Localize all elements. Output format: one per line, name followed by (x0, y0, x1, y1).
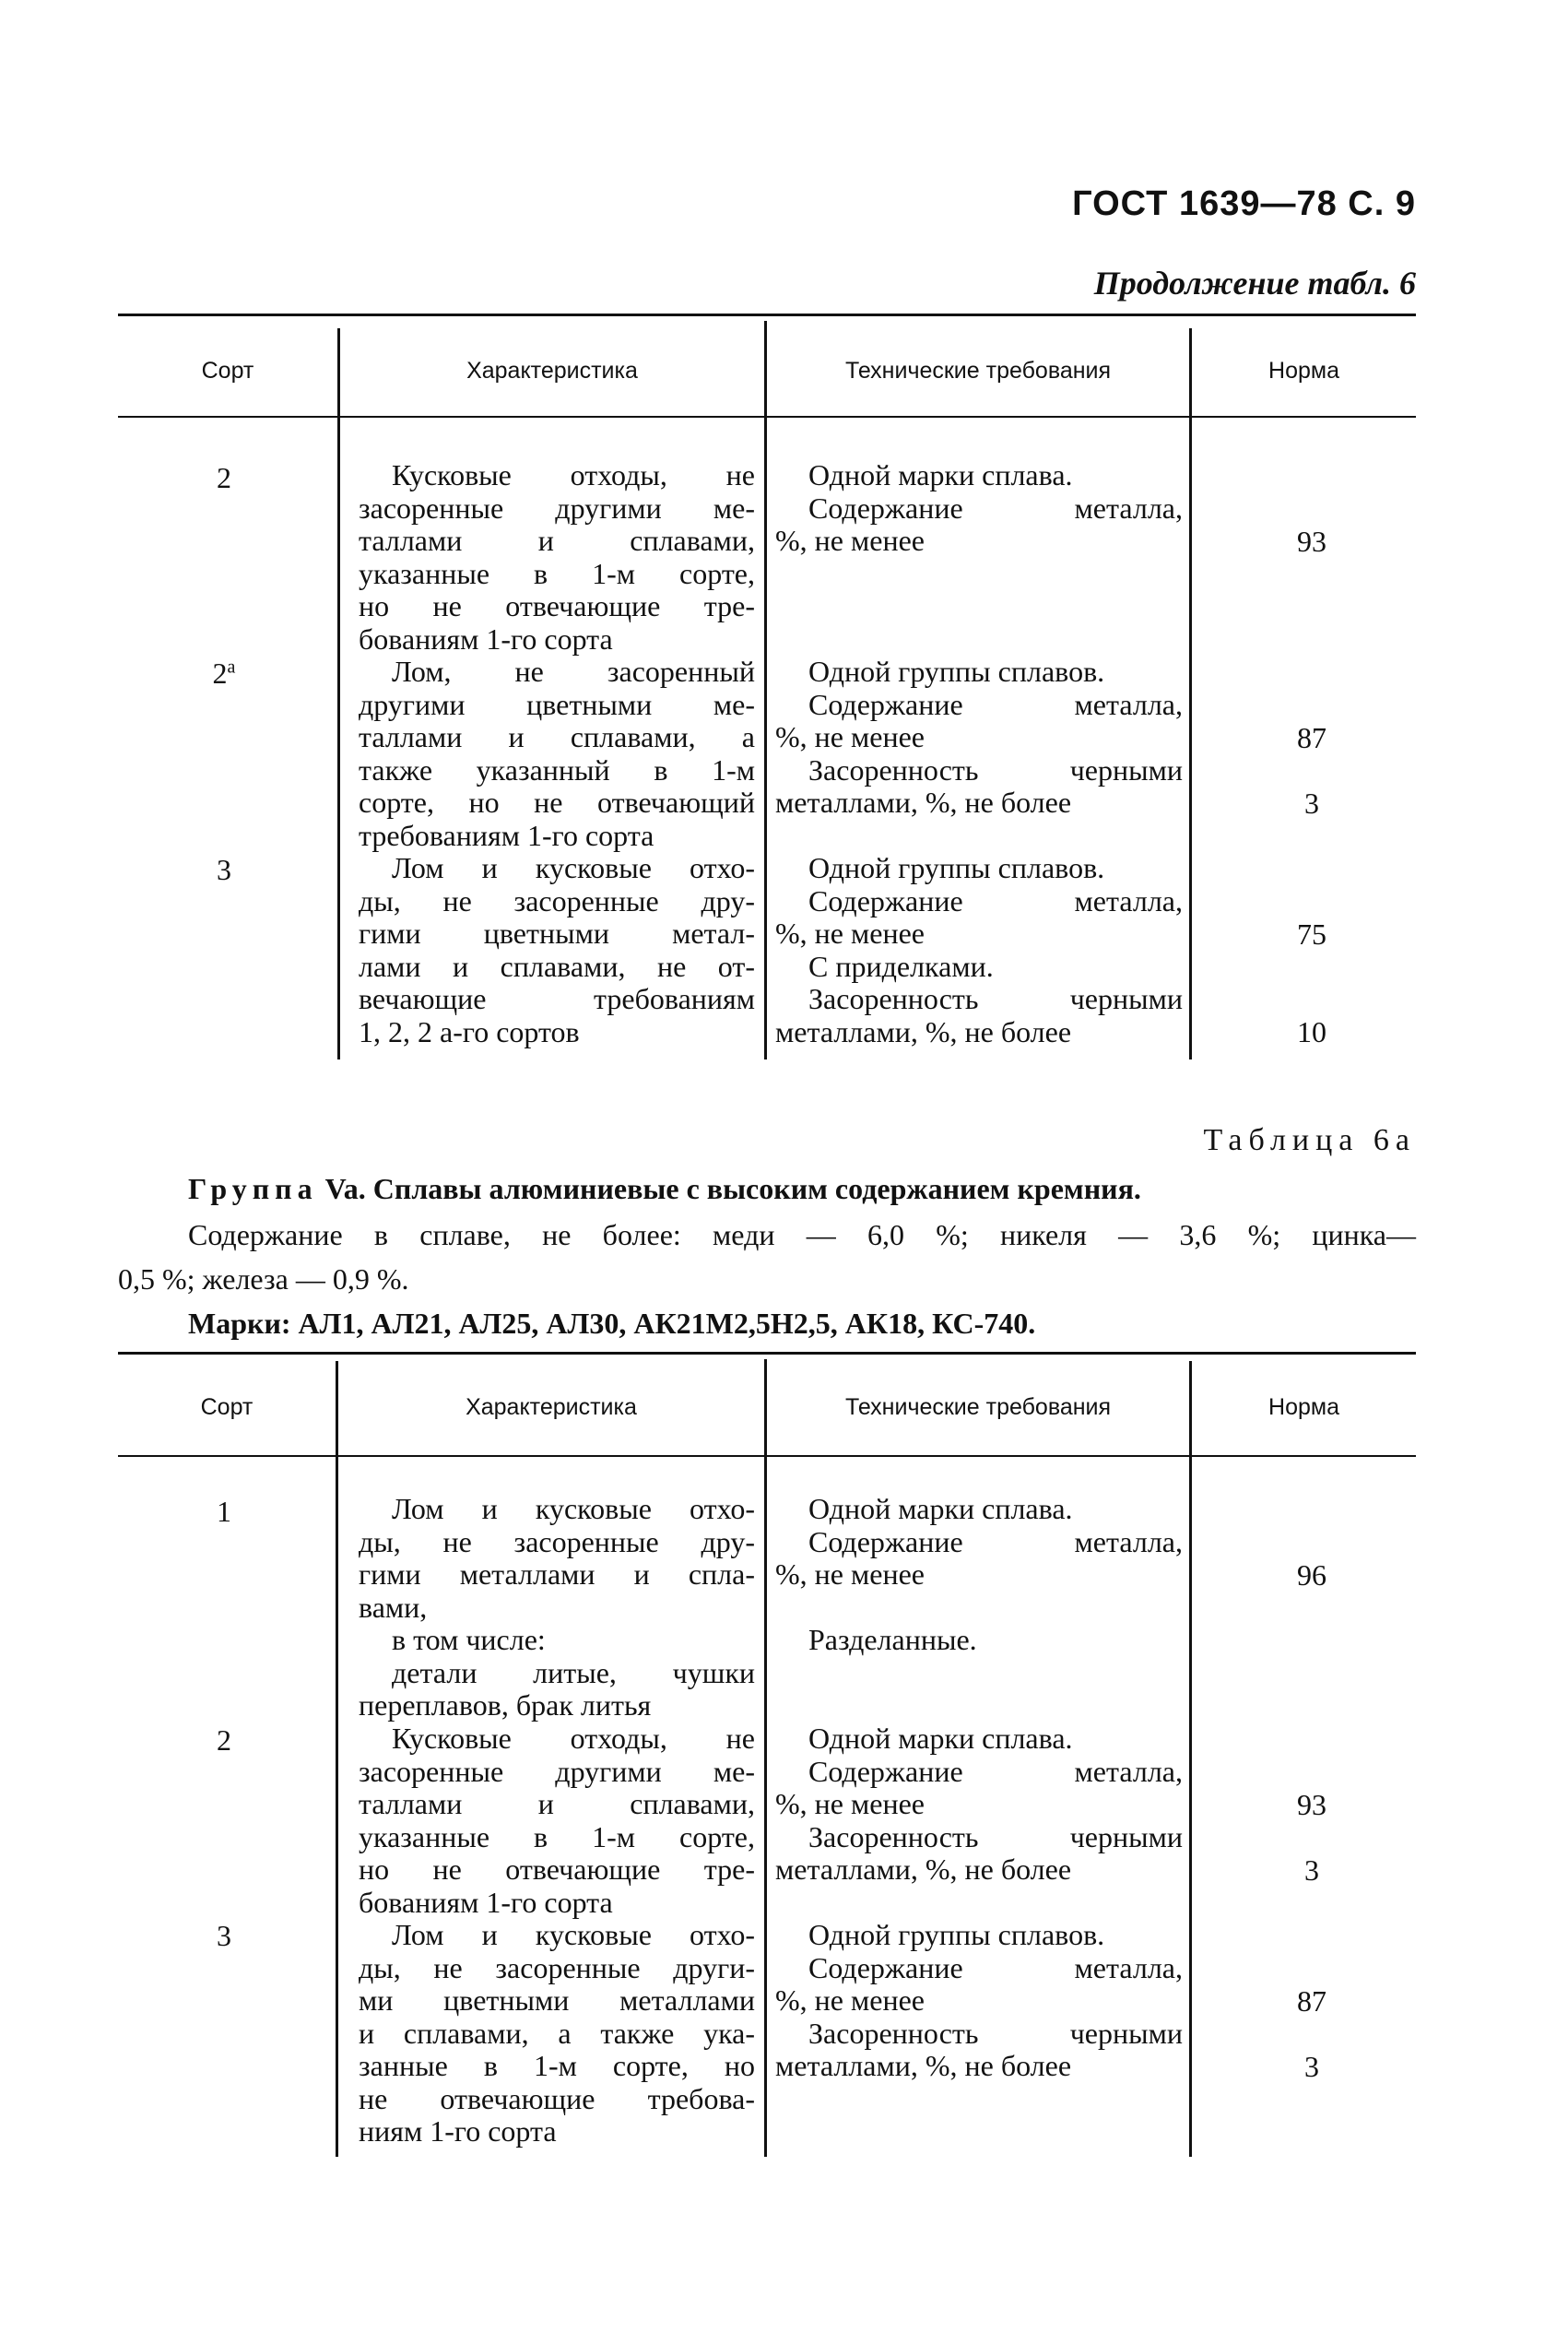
col-header-requirements: Технические требования (844, 358, 1112, 384)
requirements-cell: Одной группы сплавов. Содержание металла, %, не менее Засоренность черными металлами, %, не более (775, 655, 1183, 819)
requirements-cell: Одной марки сплава. Содержание металла, %, не менее Разделанные. (775, 1492, 1183, 1656)
grades-line: Марки: АЛ1, АЛ21, АЛ25, АЛ30, АК21М2,5Н2,5, АК18, КС-740. (188, 1307, 1036, 1340)
characteristic-cell: Лом и кусковые отхо- ды, не засоренные други- ми цветными металлами и сплавами, а также ука- занные в 1-м сорте, но не отвечающие требова- ниям 1-го сорта (359, 1918, 755, 2148)
norm-value: 87 (1297, 1984, 1326, 2018)
sort-value: 3 (217, 853, 231, 886)
page-header: ГОСТ 1639—78 С. 9 (1072, 184, 1416, 223)
requirements-cell: Одной группы сплавов. Содержание металла, %, не менее Засоренность черными металлами, %, не более (775, 1918, 1183, 2082)
norm-value: 96 (1297, 1558, 1326, 1592)
col-header-sort: Сорт (201, 358, 254, 384)
requirements-cell: Одной марки сплава. Содержание металла, %, не менее Засоренность черными металлами, %, не более (775, 1722, 1183, 1886)
table-caption: Таблица 6а (1203, 1123, 1416, 1157)
col-header-characteristic: Характеристика (466, 1394, 637, 1420)
col-header-requirements: Технические требования (844, 1394, 1112, 1420)
sort-value: $2^а$ (212, 657, 236, 690)
content-line-2: 0,5 %; железа — 0,9 %. (118, 1262, 409, 1296)
continuation-label: Продолжение табл. 6 (1093, 265, 1416, 302)
table-6-continued (118, 314, 1416, 1079)
sort-value: 2 (217, 1723, 231, 1757)
requirements-cell: Одной группы сплавов. Содержание металла, %, не менее С приделками. Засоренность черными металлами, %, не более (775, 851, 1183, 1048)
norm-value: 93 (1297, 1788, 1326, 1821)
characteristic-cell: Кусковые отходы, не засоренные другими ме- таллами и сплавами, указанные в 1-м сорте, но не отвечающие тре- бованиям 1-го сорта (359, 1722, 755, 1919)
sort-value: 3 (217, 1919, 231, 1952)
col-header-norm: Норма (1268, 358, 1339, 384)
norm-value: 3 (1304, 787, 1319, 820)
characteristic-cell: Кусковые отходы, не засоренные другими ме- таллами и сплавами, указанные в 1-м сорте, но не отвечающие тре- бованиям 1-го сорта (359, 458, 755, 656)
norm-value: 3 (1304, 1853, 1319, 1887)
group-title: Группа Va. Сплавы алюминиевые с высоким содержанием кремния. (188, 1172, 1141, 1205)
sort-value: 1 (217, 1495, 231, 1528)
norm-value: 93 (1297, 525, 1326, 558)
requirements-cell: Одной марки сплава. Содержание металла, %, не менее (775, 458, 1183, 557)
content-line-1: Содержание в сплаве, не более: меди — 6,0 %; никеля — 3,6 %; цинка— (188, 1218, 1416, 1251)
characteristic-cell: Лом, не засоренный другими цветными ме- таллами и сплавами, а также указанный в 1-м сорте, но не отвечающий требованиям 1-го сорта (359, 655, 755, 852)
characteristic-cell: Лом и кусковые отхо- ды, не засоренные дру- гими металлами и спла- вами, в том числе: детали литые, чушки переплавов, брак литья (359, 1492, 755, 1722)
col-header-norm: Норма (1268, 1394, 1339, 1420)
characteristic-cell: Лом и кусковые отхо- ды, не засоренные дру- гими цветными метал- лами и сплавами, не от- вечающие требованиям 1, 2, 2 а-го сортов (359, 851, 755, 1048)
norm-value: 10 (1297, 1015, 1326, 1048)
norm-value: 3 (1304, 2050, 1319, 2083)
sort-value: 2 (217, 461, 231, 494)
col-header-characteristic: Характеристика (466, 358, 638, 384)
norm-value: 87 (1297, 721, 1326, 754)
col-header-sort: Сорт (200, 1394, 253, 1420)
table-6a (118, 1352, 1416, 2163)
norm-value: 75 (1297, 917, 1326, 951)
